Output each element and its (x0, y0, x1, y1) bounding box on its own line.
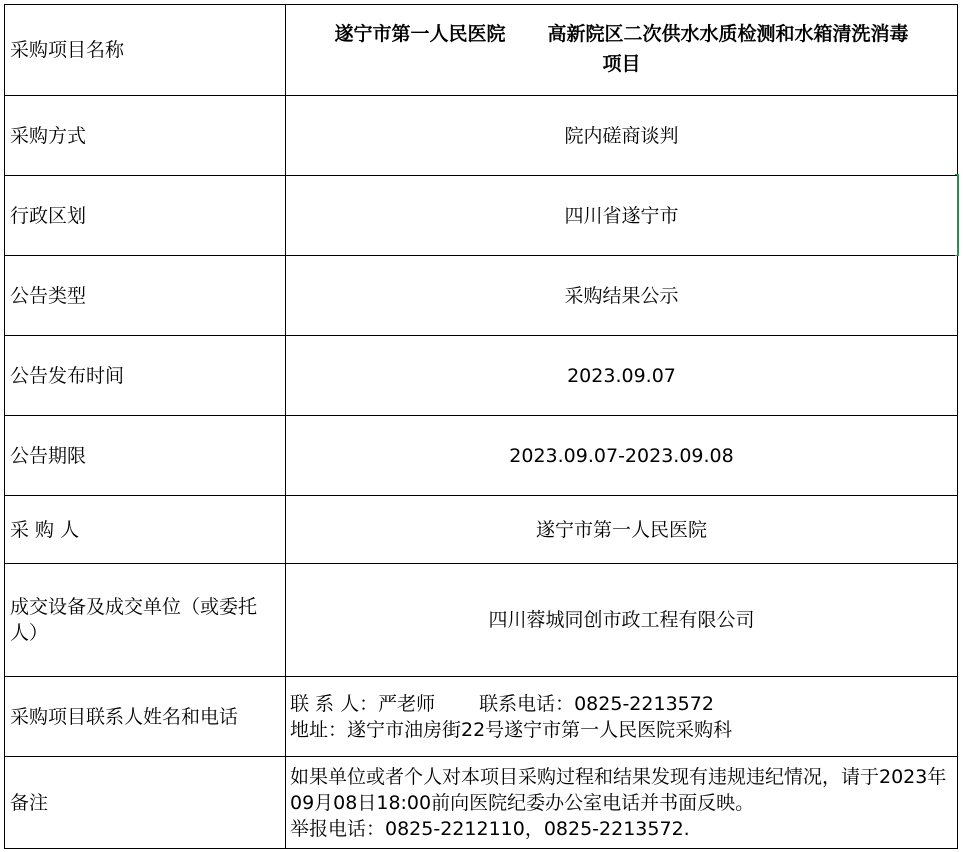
label-contact: 采购项目联系人姓名和电话 (5, 677, 286, 757)
contact-address: 地址：遂宁市油房街22号遂宁市第一人民医院采购科 (290, 718, 733, 741)
label-purchaser: 采 购 人 (5, 496, 286, 564)
row-project-name (5, 5, 958, 96)
label-notice-type: 公告类型 (5, 256, 286, 336)
label-remarks: 备注 (5, 757, 286, 849)
project-name-hospital: 遂宁市第一人民医院 (334, 24, 506, 45)
value-period: 2023.09.07-2023.09.08 (286, 416, 958, 496)
row-notice-type (5, 256, 958, 336)
project-name-title: 高新院区二次供水水质检测和水箱清洗消毒 (547, 24, 909, 45)
remarks-hotline: 举报电话：0825-2212110，0825-2213572. (290, 817, 690, 840)
contact-person: 联 系 人：严老师 (290, 692, 436, 715)
label-period: 公告期限 (5, 416, 286, 496)
value-remarks (286, 757, 958, 849)
value-contact (286, 677, 958, 757)
selection-marker (955, 174, 959, 256)
value-purchaser: 遂宁市第一人民医院 (286, 496, 958, 564)
row-remarks (5, 757, 958, 849)
procurement-notice-table (4, 4, 958, 849)
value-publish-time: 2023.09.07 (286, 336, 958, 416)
contact-phone: 联系电话：0825-2213572 (479, 692, 714, 715)
label-winner: 成交设备及成交单位（或委托人） (5, 564, 286, 677)
remarks-statement: 如果单位或者个人对本项目采购过程和结果发现有违规违纪情况，请于2023年09月08日18:00前向医院纪委办公室电话并书面反映。 (290, 765, 947, 814)
label-method: 采购方式 (5, 96, 286, 176)
row-contact (5, 677, 958, 757)
row-method (5, 96, 958, 176)
value-notice-type: 采购结果公示 (286, 256, 958, 336)
project-name-suffix: 项目 (602, 54, 641, 75)
value-region: 四川省遂宁市 (286, 176, 958, 256)
label-publish-time: 公告发布时间 (5, 336, 286, 416)
value-method: 院内磋商谈判 (286, 96, 958, 176)
value-project-name (286, 5, 958, 96)
row-winner (5, 564, 958, 677)
row-period (5, 416, 958, 496)
row-purchaser (5, 496, 958, 564)
label-region: 行政区划 (5, 176, 286, 256)
row-region (5, 176, 958, 256)
label-project-name: 采购项目名称 (5, 5, 286, 96)
row-publish-time (5, 336, 958, 416)
value-winner: 四川蓉城同创市政工程有限公司 (286, 564, 958, 677)
